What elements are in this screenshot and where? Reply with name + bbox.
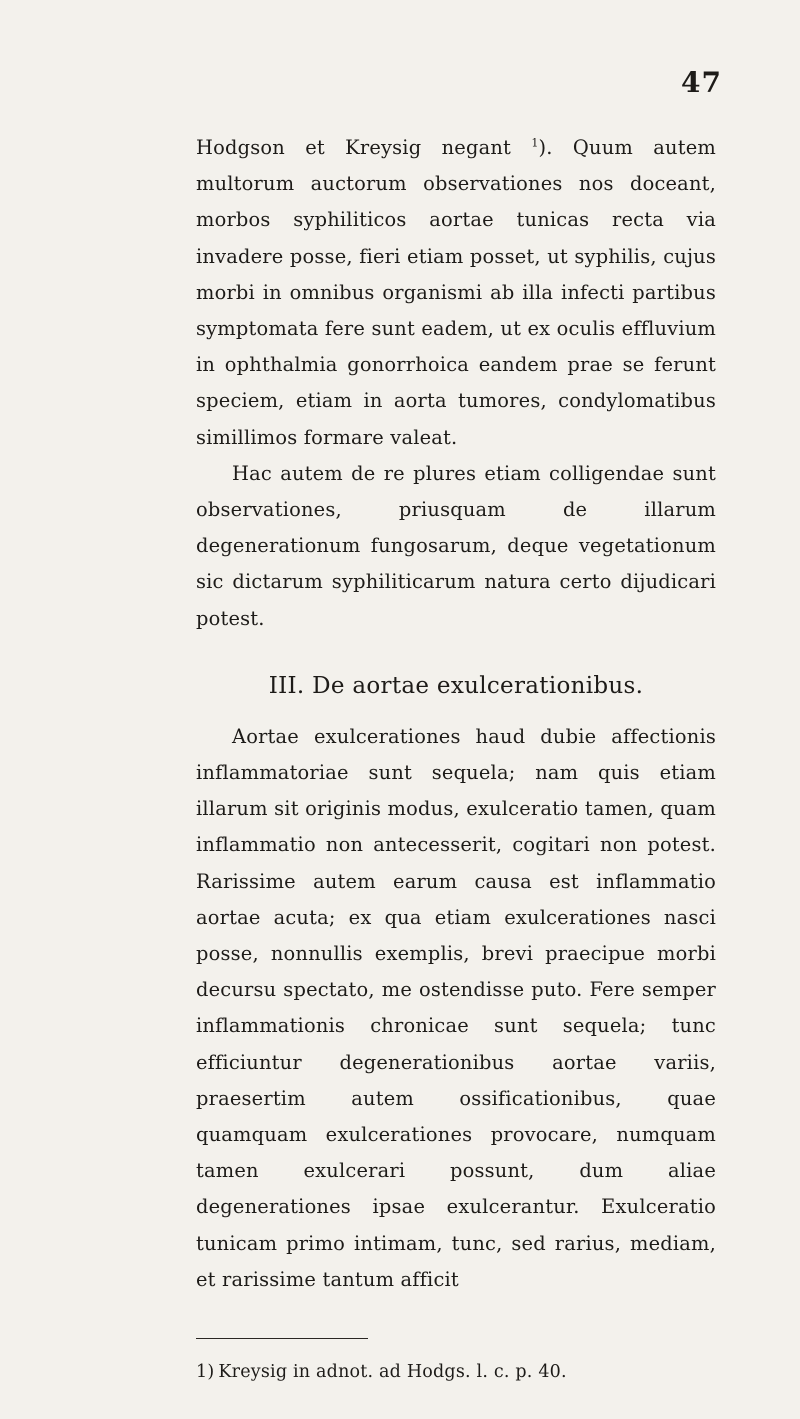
paragraph-1-text-before-ref: Hodgson et Kreysig negant [196, 136, 532, 159]
body-text [196, 130, 716, 1298]
page-number: 47 [681, 66, 722, 99]
footnote-text: Kreysig in adnot. ad Hodgs. l. c. p. 40. [218, 1362, 567, 1382]
paragraph-1 [196, 130, 716, 456]
section-heading: III. De aortae exulcerationibus. [268, 672, 644, 699]
footnote-rule [196, 1338, 368, 1339]
paragraph-1-text-after-ref: ). Quum autem multorum auctorum observationes nos doceant, morbos syphiliticos aortae tunicas recta via invadere posse, fieri etiam posset, ut syphilis, cujus morbi in omnibus organismi ab illa infecti partibus symptomata fere sunt eadem, ut ex oculis effluvium in ophthalmia gonorrhoica eandem prae se ferunt speciem, etiam in aorta tumores, condylomatibus simillimos formare valeat. [196, 136, 716, 449]
footnote-mark: 1) [196, 1362, 215, 1382]
footnote [196, 1360, 716, 1384]
section-paragraph: Aortae exulcerationes haud dubie affectionis inflammatoriae sunt sequela; nam quis etiam illarum sit originis modus, exulceratio tamen, quam inflammatio non antecesserit, cogitari non potest. Rarissime autem earum causa est inflammatio aortae acuta; ex qua etiam exulcerationes nasci posse, nonnullis exemplis, brevi praecipue morbi decursu spectato, me ostendisse puto. Fere semper inflammationis chronicae sunt sequela; tunc efficiuntur degenerationibus aortae variis, praesertim autem ossificationibus, quae quamquam exulcerationes provocare, numquam tamen exulcerari possunt, dum aliae degenerationes ipsae exulcerantur. Exulceratio tunicam primo intimam, tunc, sed rarius, mediam, et rarissime tantum afficit [196, 724, 716, 1291]
paragraph-2: Hac autem de re plures etiam colligendae sunt observationes, priusquam de illarum degenerationum fungosarum, deque vegetationum sic dictarum syphiliticarum natura certo dijudicari potest. [196, 461, 716, 630]
footnote-reference: 1 [531, 136, 539, 150]
